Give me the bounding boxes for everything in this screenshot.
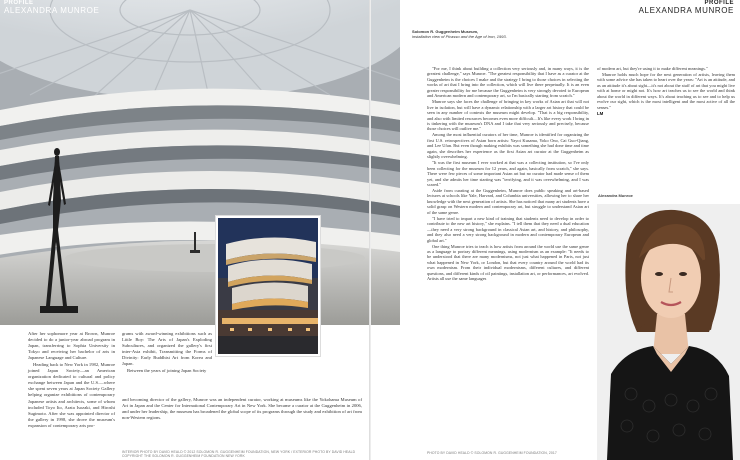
guggenheim-exterior-illustration	[218, 218, 320, 356]
left-column-2-top	[122, 331, 212, 375]
right-column-2	[597, 66, 735, 116]
paragraph: One thing Munroe tries to teach is how artists from around the world use the same genre as a language to portray different meanings, using modernism as an example: "It needs to be understood that there are many modernisms, not just what happened in Paris, not just what happened in New York, or London, but that every country around the world had its own modernism. From their individual modernisms, different cultures, and different questions, and different kinds of oil paintings, installation art, or performances, art evolved. Artists all use the same languages	[427, 243, 589, 282]
paragraph: grams with award-winning exhibitions such as Little Boy: The Arts of Japan's Exploding Subcultures, and organized the gallery's first inter-Asia exhibit, Transmitting the Forms of Divinity: Early Buddhist Art from Korea and Japan.	[122, 331, 212, 367]
exterior-bands	[226, 237, 316, 310]
right-column-1	[427, 66, 589, 282]
running-head-name: ALEXANDRA MUNROE	[4, 6, 100, 15]
photo-credit-right: PHOTO BY DAVID HEALD © SOLOMON R. GUGGENHEIM FOUNDATION, 2017	[427, 451, 557, 455]
hero-photo-guggenheim-rotunda	[0, 0, 400, 325]
inset-photo-guggenheim-exterior	[216, 216, 320, 356]
left-column-1	[28, 331, 115, 430]
running-head-kicker: PROFILE	[704, 0, 734, 6]
portrait-label: Alexandra Munroe	[598, 193, 633, 198]
paragraph: Aside from curating at the Guggenheim, Munroe does public speaking and art-based lectures at schools like Yale, Harvard, and Columbia universities, allowing her to share her knowledge with the next generation of artists. She has noticed that many art students have a solid grasp on Western modern and contemporary art, but struggle to understand Asian art of the same genre.	[427, 187, 589, 215]
left-column-2-bottom	[122, 397, 362, 422]
end-mark: LM	[597, 110, 604, 116]
paragraph: Munroe says she faces the challenge of bringing in key works of Asian art that will not live in isolation, but will have a dynamic relationship with a larger art history that could be seen in any number of contexts the museum might develop. "That is a big responsibility, and also with limited resources becomes even more difficult....It's like every work I bring in is tinkering with the museum's DNA and I take that very seriously and precisely, because those choices will outlive me."	[427, 99, 589, 132]
photo-credit-left: INTERIOR PHOTO BY DAVID HEALD © 2012 SOLOMON R. GUGGENHEIM FOUNDATION, NEW YORK / EXTERIOR PHOTO BY DAVID HEALD COPYRIGHT THE SOLOMON R. GUGGENHEIM FOUNDATION NEW YORK	[122, 450, 356, 458]
portrait-illustration	[597, 204, 740, 460]
paragraph: of modern art, but they're using it to make different meanings."	[597, 66, 708, 71]
photo-caption	[412, 29, 507, 39]
running-head-right	[639, 0, 734, 15]
paragraph: "It was the first museum I ever worked at that was a collecting institution, so I've only been collecting for the museum for 12 years, and again, basically from scratch," she says. There were few pieces of some important Asian art but no curator had made sense of them yet, and she admits her time starting was "terrifying, and it was overwhelming, and I was scared."	[427, 160, 589, 188]
paragraph: "I have tried to impart a new kind of training that students need to develop in order to contribute to the new art history," she explains. "I tell them that they need a dual education—they need a very strong background in classical Asian art, and history, and philosophy, and they also need a very strong background in modern and contemporary European and global art."	[427, 215, 589, 243]
spread-gutter	[369, 0, 371, 460]
paragraph: Heading back to New York in 1982, Munroe joined Japan Society—an American organization dedicated to cultural and policy exchange between Japan and the U.S.—where she spent seven years at Japan Society Gallery helping organize exhibitions of contemporary Japanese artists and architects, some of whom included Toyo Ito, Arata Isozaki, and Hiroshi Sugimoto. After she was appointed director of the gallery in 1998, she drove the museum's expansion of contemporary arts pro-	[28, 361, 115, 428]
running-head-left	[4, 0, 99, 15]
paragraph: After her sophomore year at Brown, Munroe decided to do a junior-year abroad program in Japan, transferring to Sophia University in Tokyo and receiving her bachelor of arts in Japanese Language and Culture.	[28, 331, 115, 361]
paragraph: Among the most influential curators of her time, Munroe is identified for organizing the first U.S. retrospectives of Asian born artists: Yayoi Kusama, Yoko Ono, Cai Guo-Qiang, and Lee Ufan. But even though making exhibits was something she had done time and time again, she describes her experience as the first Asian art curator at the Guggenheim as slightly overwhelming.	[427, 132, 589, 160]
running-head-name: ALEXANDRA MUNROE	[638, 6, 734, 15]
paragraph: Munroe holds much hope for the next generation of artists, leaving them with some advice she has taken to heart over the years: "Art is an attitude, and as an attitude it's about sight—it's not about the stuff of art that you might live with at home or might not. It's how art teaches us to see the world and think about the world in different ways. It's about teaching us to see and to help us evolve our sight, which is the most intelligent and the most active of all the senses."	[597, 71, 735, 110]
portrait-photo-alexandra-munroe	[597, 204, 740, 460]
running-head-kicker: PROFILE	[4, 0, 34, 6]
paragraph: "For me, I think about building a collection very seriously and, in many ways, it is the greatest challenge," says Munroe. "The greatest responsibility that I have as a curator at the Guggenheim is the choices I make and the strategy I bring to those choices in selecting the works of art that I bring into the collection, which will live there perpetually. It is an even greater responsibility for me because the Guggenheim is very strongly devoted to European and American modern and contemporary art, so I'm basically starting from scratch."	[427, 66, 589, 99]
caption-subtitle: installation view of Picasso and the Age of Iron, 1993.	[412, 34, 507, 40]
caption-title: Solomon R. Guggenheim Museum,	[412, 29, 479, 34]
rotunda-illustration	[0, 0, 400, 325]
paragraph: and becoming director of the gallery, Munroe was an independent curator, working at museums like the Yokohama Museum of Art in Japan and the Center for International Contemporary Art in New York. She became a curator at the Guggenheim in 2006, and under her leadership, the museum has broadened the global scope of its programs through the study and exhibition of art from non-Western regions.	[122, 397, 362, 421]
paragraph: Between the years of joining Japan Society	[127, 368, 207, 374]
